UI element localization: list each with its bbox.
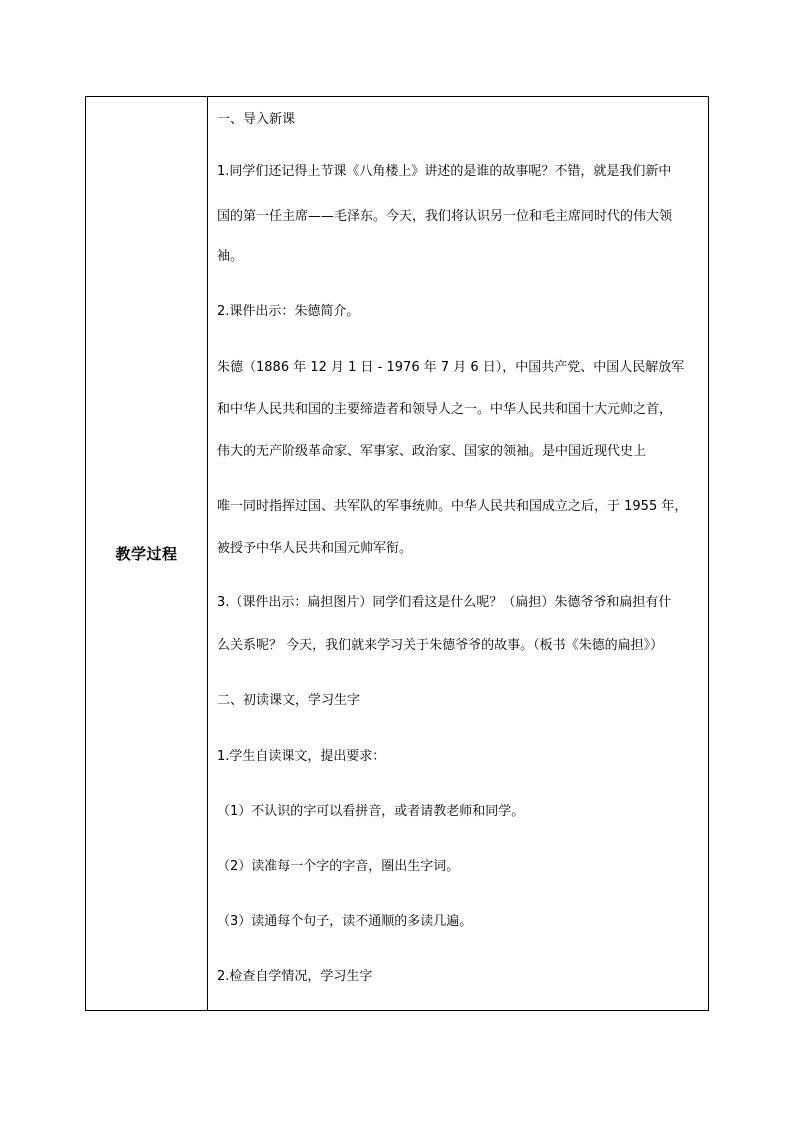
paragraph-line: 和中华人民共和国的主要缔造者和领导人之一。中华人民共和国十大元帅之首， bbox=[217, 402, 673, 417]
lesson-plan-table bbox=[85, 96, 709, 1011]
paragraph-line: 1.同学们还记得上节课《八角楼上》讲述的是谁的故事呢？不错，就是我们新中 bbox=[217, 164, 672, 179]
list-item: （1）不认识的字可以看拼音，或者请教老师和同学。 bbox=[217, 804, 525, 819]
paragraph-line: 2.检查自学情况，学习生字 bbox=[217, 969, 373, 984]
section-label-cell bbox=[86, 97, 208, 1010]
paragraph-line: 2.课件出示：朱德简介。 bbox=[217, 304, 360, 319]
paragraph-line: 伟大的无产阶级革命家、军事家、政治家、国家的领袖。是中国近现代史上 bbox=[217, 444, 647, 459]
paragraph-line: 么关系呢？ 今天，我们就来学习关于朱德爷爷的故事。（板书《朱德的扁担》） bbox=[217, 638, 664, 653]
heading-intro: 一、导入新课 bbox=[217, 112, 296, 127]
heading-reading: 二、初读课文，学习生字 bbox=[217, 693, 361, 708]
list-item: （2）读准每一个字的字音，圈出生字词。 bbox=[217, 859, 460, 874]
paragraph-line: 袖。 bbox=[217, 249, 244, 264]
paragraph-line: 唯一同时指挥过国、共军队的军事统帅。中华人民共和国成立之后，于 1955 年， bbox=[217, 499, 688, 514]
paragraph-line: 国的第一任主席——毛泽东。今天，我们将认识另一位和毛主席同时代的伟大领 bbox=[217, 209, 673, 224]
paragraph-line: 朱德（1886 年 12 月 1 日 - 1976 年 7 月 6 日），中国共产党、中国人民解放军 bbox=[217, 360, 685, 375]
list-item: （3）读通每个句子，读不通顺的多读几遍。 bbox=[217, 914, 473, 929]
paragraph-line: 被授予中华人民共和国元帅军衔。 bbox=[217, 541, 413, 556]
lesson-content-cell bbox=[208, 97, 708, 1010]
paragraph-line: 1.学生自读课文，提出要求： bbox=[217, 749, 386, 764]
section-label: 教学过程 bbox=[115, 545, 178, 563]
paragraph-line: 3.（课件出示：扁担图片）同学们看这是什么呢？（扁担）朱德爷爷和扁担有什 bbox=[217, 595, 672, 610]
